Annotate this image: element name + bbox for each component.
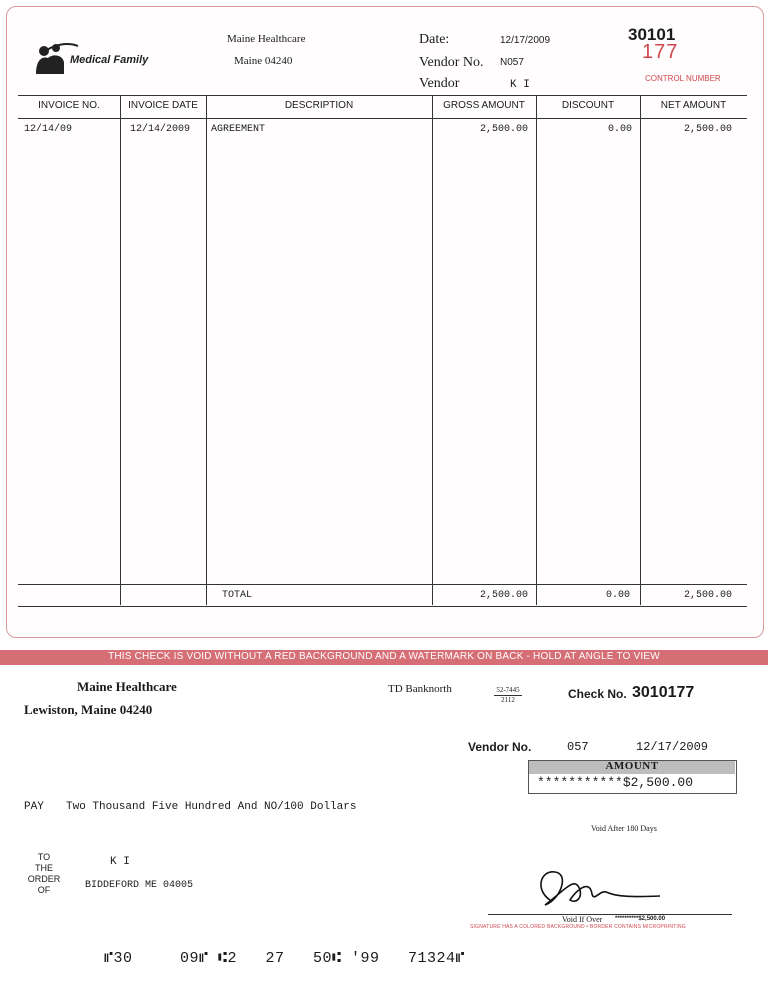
stub-check-number: 30101 [628, 25, 676, 44]
void-banner-text: THIS CHECK IS VOID WITHOUT A RED BACKGROUND AND A WATERMARK ON BACK - HOLD AT ANGLE TO VIEW [108, 651, 660, 662]
to-line-1: TO [37, 852, 51, 862]
total-label: TOTAL [222, 590, 253, 601]
control-number-label: CONTROL NUMBER [645, 74, 721, 83]
col-divider-1 [120, 95, 121, 605]
company-address: Maine 04240 [234, 55, 293, 67]
pay-label: PAY [24, 801, 44, 813]
header-invoice-no: INVOICE NO. [38, 100, 100, 111]
to-the-order-of-label [24, 852, 64, 896]
to-line-3: ORDER [27, 874, 61, 884]
signature-line [488, 914, 732, 915]
signature-fine-print: SIGNATURE HAS A COLORED BACKGROUND • BORDER CONTAINS MICROPRINTING [470, 924, 686, 930]
header-net-amount: NET AMOUNT [660, 100, 727, 111]
control-number: 177 [642, 41, 679, 63]
void-after-notice: Void After 180 Days [591, 824, 657, 833]
vendor-no-value: N057 [500, 57, 524, 68]
fraction-top: 52-7445 [494, 686, 522, 696]
micr-line: ⑈30 09⑈ ⑆2 27 50⑆ '99 71324⑈ [104, 950, 466, 967]
routing-fraction [494, 686, 522, 705]
void-if-over-label: Void If Over [562, 915, 603, 924]
cell-invoice-no: 12/14/09 [24, 124, 73, 135]
company-name: Maine Healthcare [227, 33, 306, 45]
header-gross-amount: GROSS AMOUNT [443, 100, 525, 111]
logo-text: Medical Family [70, 54, 149, 66]
date-value: 12/17/2009 [500, 35, 551, 46]
to-line-4: OF [37, 885, 51, 895]
cell-invoice-date: 12/14/2009 [130, 124, 191, 135]
total-divider [18, 584, 747, 585]
total-discount: 0.00 [605, 590, 630, 601]
payer-name: Maine Healthcare [77, 679, 177, 694]
vendor-value: K I [510, 79, 530, 91]
payee-address: BIDDEFORD ME 04005 [85, 880, 194, 891]
to-line-2: THE [35, 863, 53, 873]
vendor-label: Vendor [419, 76, 460, 91]
check-date: 12/17/2009 [636, 740, 709, 754]
cell-description: AGREEMENT [211, 124, 266, 135]
amount-value: ***********$2,500.00 [537, 775, 694, 790]
void-if-over-amount: **********$2,500.00 [615, 916, 666, 922]
bank-name: TD Banknorth [388, 683, 452, 695]
invoice-table [18, 95, 747, 607]
cell-gross: 2,500.00 [479, 124, 528, 135]
logo-figure-body [36, 55, 64, 74]
payer-address: Lewiston, Maine 04240 [24, 702, 153, 717]
fraction-bottom: 2112 [501, 696, 515, 704]
cell-discount: 0.00 [607, 124, 632, 135]
payee-name: K I [110, 856, 130, 868]
amount-label: AMOUNT [605, 760, 659, 772]
col-divider-2 [206, 95, 207, 605]
date-label: Date: [419, 32, 450, 47]
cell-net: 2,500.00 [683, 124, 732, 135]
header-description: DESCRIPTION [284, 100, 354, 111]
total-gross: 2,500.00 [479, 590, 528, 601]
check-no: 3010177 [632, 684, 695, 701]
col-divider-5 [640, 95, 641, 605]
vendor-no-label: Vendor No. [419, 55, 484, 70]
signature-stroke [541, 872, 660, 905]
total-net: 2,500.00 [683, 590, 732, 601]
col-divider-3 [432, 95, 433, 605]
pay-amount-words: Two Thousand Five Hundred And NO/100 Dollars [66, 801, 357, 813]
check-vendor-no-label: Vendor No. [468, 740, 532, 754]
check-no-label: Check No. [568, 687, 627, 701]
col-divider-4 [536, 95, 537, 605]
header-divider [18, 118, 747, 119]
header-invoice-date: INVOICE DATE [128, 100, 198, 111]
signature [530, 860, 670, 915]
header-discount: DISCOUNT [561, 100, 615, 111]
check-vendor-no: 057 [567, 740, 589, 754]
